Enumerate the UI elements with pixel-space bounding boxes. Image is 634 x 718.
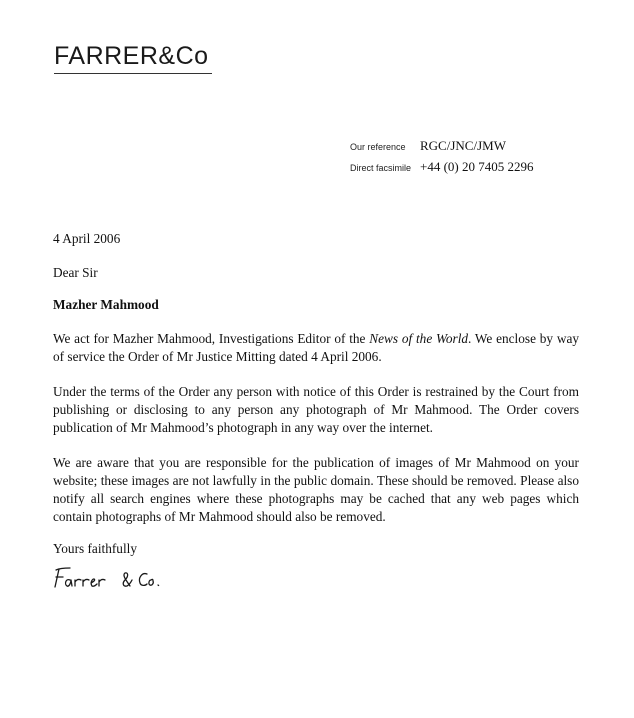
paragraph-1-text-end: . We enclose by way of service the Order of Mr Justice Mitting dated 4 April 2006. <box>53 331 579 364</box>
reference-block <box>350 138 534 180</box>
logo-underline <box>54 73 212 74</box>
letter-date: 4 April 2006 <box>53 231 121 246</box>
our-reference-value: RGC/JNC/JMW <box>420 138 506 153</box>
paragraph-1-text-start: We act for Mazher Mahmood, Investigations Editor of the <box>53 331 370 346</box>
direct-facsimile-label: Direct facsimile <box>350 163 412 173</box>
publication-name: News of the World <box>369 331 469 346</box>
paragraph-2: Under the terms of the Order any person with notice of this Order is restrained by the Court from publishing or disclosing to any person any photograph of Mr Mahmood. The Order covers publication of Mr Mahmood’s photograph in any way over the internet. <box>53 384 579 435</box>
direct-facsimile-row <box>350 159 534 180</box>
salutation: Dear Sir <box>53 265 98 280</box>
our-reference-row <box>350 138 534 159</box>
direct-facsimile-value: +44 (0) 20 7405 2296 <box>420 159 534 174</box>
letterhead <box>54 42 214 74</box>
handwritten-signature <box>50 562 170 592</box>
paragraph-1 <box>53 330 579 366</box>
closing: Yours faithfully <box>53 541 137 556</box>
our-reference-label: Our reference <box>350 142 406 152</box>
subject-line: Mazher Mahmood <box>53 297 159 312</box>
paragraph-3: We are aware that you are responsible for the publication of images of Mr Mahmood on your website; these images are not lawfully in the public domain. These should be removed. Please also notify all search engines where these photographs may be cached that any web pages which contain photographs of Mr Mahmood should also be removed. <box>53 455 579 524</box>
company-logo: FARRER&Co <box>54 42 209 70</box>
